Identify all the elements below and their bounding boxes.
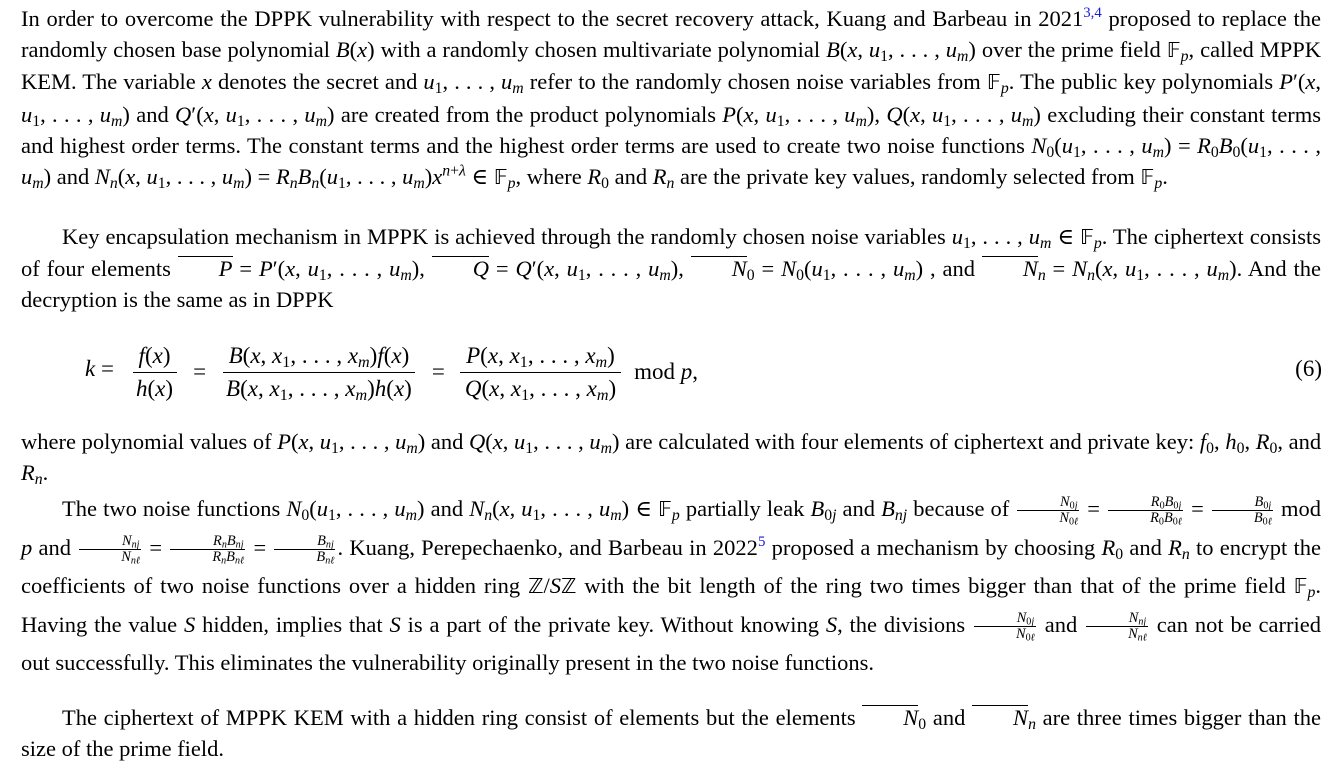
text: and xyxy=(424,496,470,521)
mod-operator: mod xyxy=(634,359,676,384)
text: and xyxy=(1037,611,1085,637)
equation-lhs: k = xyxy=(85,356,114,381)
paragraph-3: where polynomial values of P(x, $u_1$, . . . , $u_m$) and Q(x, $u_1$, . . . , $u_m$) are calculated with four elements of ciphertext and private key: $f_0$, $h_0$, $R_0$, and $R_n$. xyxy=(21,429,1322,489)
text: are three times bigger than the size of the prime field. xyxy=(21,705,1321,762)
text: mod xyxy=(1274,496,1321,521)
text: can not be carried out successfully. This eliminates the vulnerability originally present in the two noise functions. xyxy=(21,611,1321,675)
text: The two noise functions xyxy=(62,496,287,521)
text: are calculated with four elements of ciphertext and private key: xyxy=(619,429,1200,454)
text: In order to overcome the DPPK vulnerability with respect to the secret recovery attack, Kuang and Barbeau in 2021 xyxy=(21,6,1084,31)
text: Key encapsulation mechanism in MPPK is achieved through the randomly chosen noise variables xyxy=(62,224,952,249)
text: . And the decryption is the same as in DPPK xyxy=(21,256,1322,313)
text: and xyxy=(1123,534,1169,560)
text: are the private key values, randomly selected from xyxy=(674,164,1141,190)
text: . The ciphertext consists of four elements xyxy=(21,224,1322,282)
text: are created from the product polynomials xyxy=(334,101,723,127)
text: . The public key polynomials xyxy=(1008,69,1280,95)
text: The ciphertext of MPPK KEM with a hidden ring consist of elements but the elements xyxy=(62,705,863,730)
fraction-bf-over-bh: $\frac{B(x, x_1, . . . , x_m)f(x)}{B(x, x_1, . . . , x_m)h(x)}$ xyxy=(220,340,418,405)
text: proposed a mechanism by choosing xyxy=(765,534,1102,560)
paragraph-5: The ciphertext of MPPK KEM with a hidden ring consist of elements but the elements $N_0$ and $N_n$ are three times bigger than the size of the prime field. xyxy=(21,705,1321,762)
text: partially leak xyxy=(679,496,811,521)
text: with the bit length of the ring two times bigger than that of the prime field xyxy=(576,573,1294,598)
text: because of xyxy=(907,496,1016,521)
text: and xyxy=(608,164,653,190)
text: and xyxy=(32,534,78,560)
text: with a randomly chosen multivariate polynomial xyxy=(374,37,827,63)
text: denotes the secret and xyxy=(211,69,424,95)
text: refer to the randomly chosen noise variables from xyxy=(523,69,987,95)
text: over the prime field xyxy=(975,37,1167,63)
text: where polynomial values of xyxy=(21,429,278,454)
fraction-p-over-q: $\frac{P(x, x_1, . . . , x_m)}{Q(x, x_1, . . . , x_m)}$ xyxy=(459,340,622,405)
text: hidden, implies that xyxy=(195,611,390,637)
text: is a part of the private key. Without knowing xyxy=(400,611,826,637)
text: to encrypt the coefficients of two noise functions over a hidden ring xyxy=(21,534,1322,598)
text: and xyxy=(926,705,973,730)
text: and xyxy=(51,164,95,190)
text: . Kuang, Perepechaenko, and Barbeau in 2022 xyxy=(337,534,758,560)
text: , and xyxy=(923,256,982,282)
citation-link[interactable]: 3,4 xyxy=(1083,4,1102,21)
text: , where xyxy=(515,164,588,190)
text: , and xyxy=(1277,429,1322,454)
equation-number: (6) xyxy=(1295,356,1322,381)
text: and xyxy=(129,101,176,127)
text: and xyxy=(425,429,469,454)
text: . Having the value xyxy=(21,573,1321,637)
text: and xyxy=(836,496,882,521)
paragraph-1: In order to overcome the DPPK vulnerability with respect to the secret recovery attack, Kuang and Barbeau in 2021$^{3,4}$ proposed to replace the randomly chosen base polynomial B(x) with a randomly chosen multivariate polynomial B(x, $u_1$, . . . , $u_m$) over the prime field 𝔽$_p$, called MPPK KEM. The variable x denotes the secret and $u_1$, . . . , $u_m$ refer to the randomly chosen noise variables from 𝔽$_p$. The public key polynomials P′(x, $u_1$, . . . , $u_m$) and Q′(x, $u_1$, . . . , $u_m$) are created from the product polynomials P(x, $u_1$, . . . , $u_m$), Q(x, $u_1$, . . . , $u_m$) excluding their constant terms and highest order terms. The constant terms and the highest order terms are used to create two noise functions $N_0(u_1$, . . . , $u_m) = R_0B_0(u_1$, . . . , $u_m$) and $N_n(x$, $u_1$, . . . , $u_m) = R_nB_n(u_1$, . . . , $u_m)x^{n+\lambda}$ ∈ 𝔽$_p$, where $R_0$ and $R_n$ are the private key values, randomly selected from 𝔽$_p$. xyxy=(21,4,1322,192)
text: proposed to replace the randomly chosen base polynomial xyxy=(21,6,1321,63)
text: , called MPPK KEM. The variable xyxy=(21,37,1322,95)
equation-body: $\frac{f(x)}{h(x)}$ = $\frac{B(x, x_1, . . . , x_m)f(x)}{B(x, x_1, . . . , x_m)h(x)}$ = $\frac{P(x, x_1, . . . , x_m)}{Q(x, x_1, . . . , x_m)}$ mod p, xyxy=(108,338,698,406)
equation-6 xyxy=(0,338,1343,406)
paragraph-2: Key encapsulation mechanism in MPPK is achieved through the randomly chosen noise variables $u_1$, . . . , $u_m$ ∈ 𝔽$_p$. The ciphertext consists of four elements P = P′(x, $u_1$, . . . , $u_m$), Q = Q′(x, $u_1$, . . . , $u_m$), $N_0 = N_0(u_1$, . . . , $u_m$) , and $N_n = N_n(x$, $u_1$, . . . , $u_m$). And the decryption is the same as in DPPK xyxy=(21,224,1322,313)
paragraph-4: The two noise functions $N_0(u_1$, . . . , $u_m$) and $N_n(x$, $u_1$, . . . , $u_m$) ∈ 𝔽$_p$ partially leak $B_{0j}$ and $B_{nj}$ because of $N_{0j}$ $N_{0\ell}$ = $R_0B_{0j}$ $R_0B_{0\ell}$ = $B_{0j}$ $B_{0\ell}$ mod p and $N_{nj}$ $N_{n\ell}$ = $R_nB_{nj}$ $R_nB_{n\ell}$ = $B_{nj}$ $B_{n\ell}$ . Kuang, Perepechaenko, and Barbeau in 2022$^5$ proposed a mechanism by choosing $R_0$ and $R_n$ to encrypt the coefficients of two noise functions over a hidden ring ℤ/Sℤ with the bit length of the ring two times bigger than that of the prime field 𝔽$_p$. Having the value S hidden, implies that S is a part of the private key. Without knowing S, the divisions $N_{0j}$ $N_{0\ell}$ and $N_{nj}$ $N_{n\ell}$ can not be carried out successfully. This eliminates the vulnerability originally present in the two noise functions. xyxy=(21,494,1322,675)
citation-link[interactable]: 5 xyxy=(757,533,766,550)
text: , the divisions xyxy=(837,611,972,637)
fraction-f-over-h: $\frac{f(x)}{h(x)}$ xyxy=(130,340,179,405)
text: excluding their constant terms and highest order terms. The constant terms and the highest order terms are used to create two noise functions xyxy=(21,101,1322,158)
text: . xyxy=(1162,164,1168,190)
